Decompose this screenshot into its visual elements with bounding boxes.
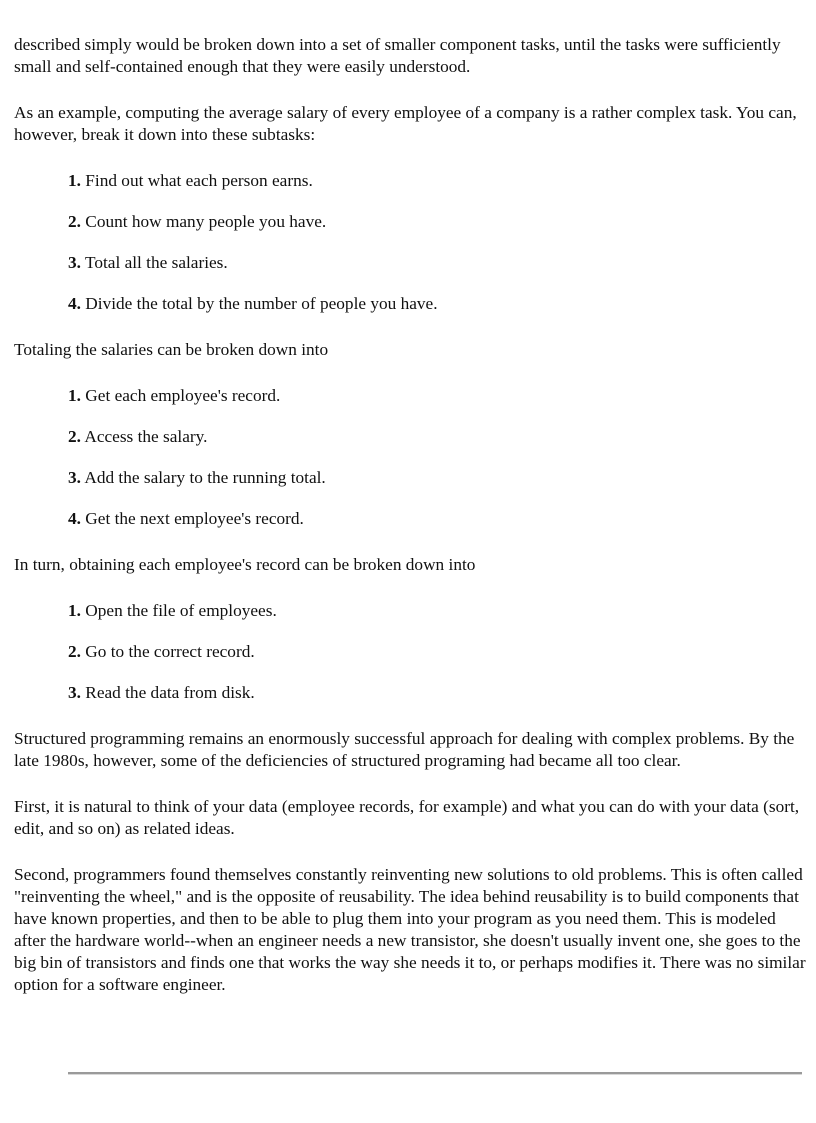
list-item	[68, 170, 806, 192]
list-item	[68, 467, 806, 489]
list-item-number: 1.	[68, 171, 81, 190]
list-item	[68, 641, 806, 663]
list-item	[68, 600, 806, 622]
list-item-text: Find out what each person earns.	[85, 171, 313, 190]
list-item	[68, 682, 806, 704]
list-item-number: 2.	[68, 427, 81, 446]
list-item-text: Access the salary.	[84, 427, 208, 446]
list-item-text: Add the salary to the running total.	[84, 468, 326, 487]
list-item	[68, 385, 806, 407]
list-item-text: Get the next employee's record.	[85, 509, 304, 528]
list-item-text: Count how many people you have.	[85, 212, 327, 231]
list-item-text: Read the data from disk.	[85, 683, 255, 702]
example-paragraph: As an example, computing the average salary of every employee of a company is a rather complex task. You can, however, break it down into these subtasks:	[14, 103, 797, 144]
second-paragraph: Second, programmers found themselves constantly reinventing new solutions to old problems. This is often called "reinventing the wheel," and is the opposite of reusability. The idea behind reusability is to build components that have known properties, and then to be able to plug them into your program as you need them. This is modeled after the hardware world--when an engineer needs a new transistor, she doesn't usually invent one, she goes to the big bin of transistors and finds one that works the way she needs it to, or perhaps modifies it. There was no similar option for a software engineer.	[14, 865, 806, 994]
list-item-number: 4.	[68, 294, 81, 313]
list-item-number: 1.	[68, 601, 81, 620]
list-item-number: 3.	[68, 253, 81, 272]
list-item-text: Get each employee's record.	[85, 386, 281, 405]
list-item-text: Total all the salaries.	[84, 253, 228, 272]
horizontal-rule	[68, 1072, 802, 1075]
list-item	[68, 252, 806, 274]
list-item-text: Open the file of employees.	[85, 601, 277, 620]
list-item	[68, 211, 806, 233]
list-item-number: 3.	[68, 683, 81, 702]
list-item-number: 2.	[68, 212, 81, 231]
list-item-number: 1.	[68, 386, 81, 405]
subtasks-list	[14, 170, 806, 315]
list-item	[68, 293, 806, 315]
totaling-paragraph: Totaling the salaries can be broken down into	[14, 340, 329, 359]
list-item-text: Go to the correct record.	[85, 642, 255, 661]
structured-paragraph: Structured programming remains an enormously successful approach for dealing with complex problems. By the late 1980s, however, some of the deficiencies of structured programing had became all too clear.	[14, 729, 795, 770]
list-item-number: 3.	[68, 468, 81, 487]
intro-paragraph: described simply would be broken down into a set of smaller component tasks, until the tasks were sufficiently small and self-contained enough that they were easily understood.	[14, 35, 781, 76]
record-list	[14, 600, 806, 704]
list-item	[68, 508, 806, 530]
inturn-paragraph: In turn, obtaining each employee's record can be broken down into	[14, 555, 476, 574]
first-paragraph: First, it is natural to think of your data (employee records, for example) and what you can do with your data (sort, edit, and so on) as related ideas.	[14, 797, 800, 838]
document-body	[14, 34, 806, 1020]
list-item	[68, 426, 806, 448]
totaling-list	[14, 385, 806, 530]
list-item-number: 2.	[68, 642, 81, 661]
list-item-number: 4.	[68, 509, 81, 528]
list-item-text: Divide the total by the number of people you have.	[85, 294, 438, 313]
